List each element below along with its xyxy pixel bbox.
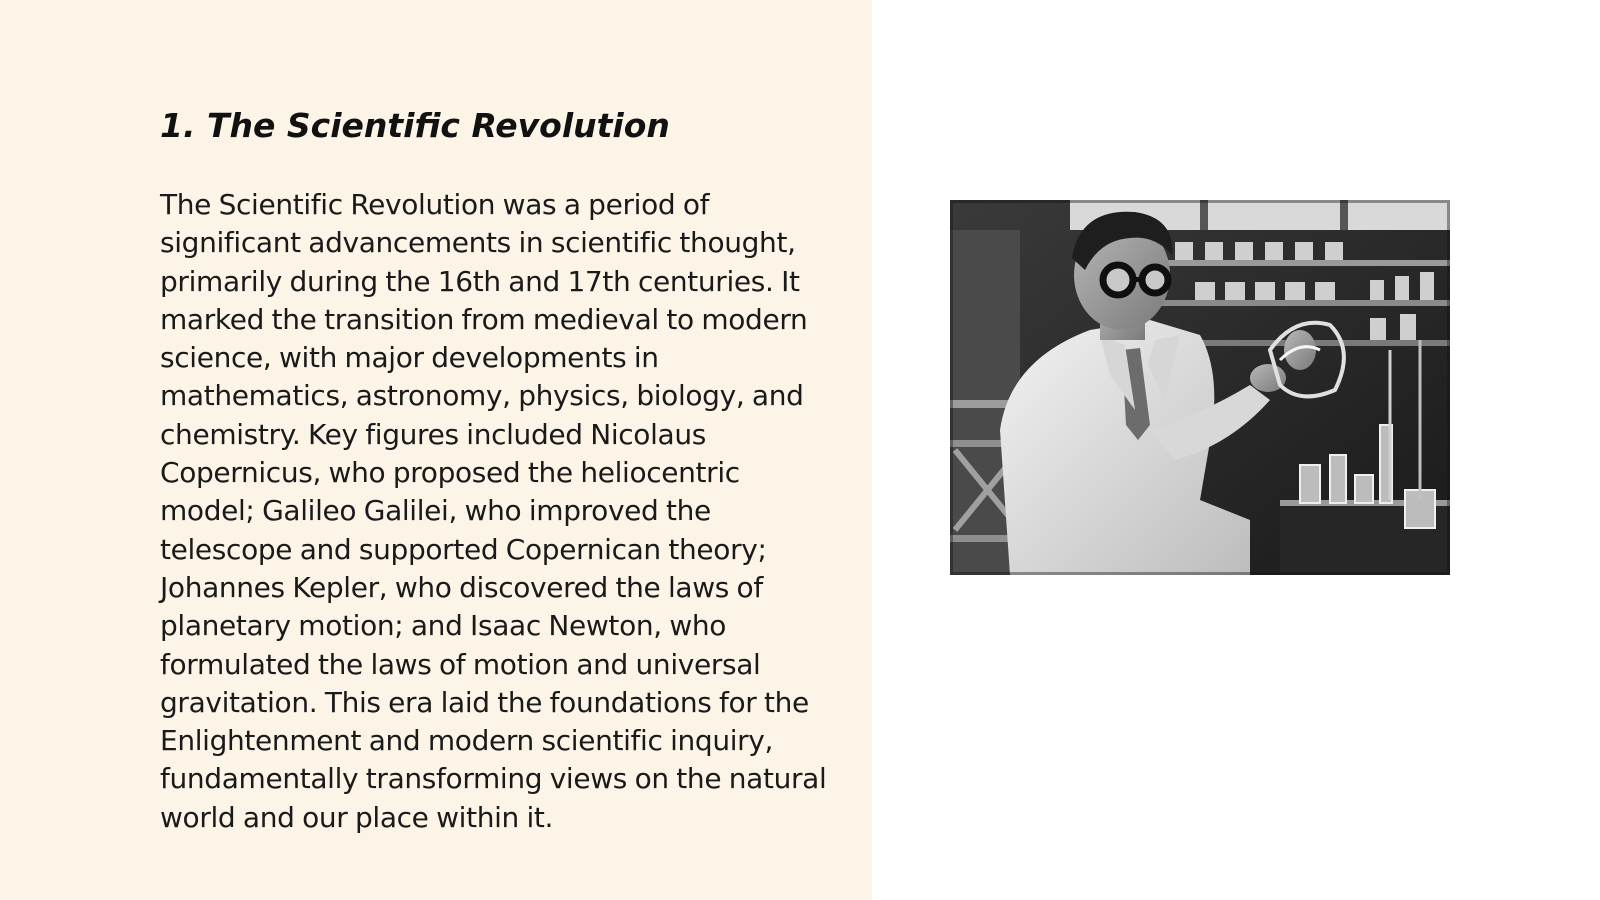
slide-heading: 1. The Scientific Revolution	[160, 106, 670, 145]
scientist-photo	[950, 200, 1450, 575]
scientist-photo-illustration	[950, 200, 1450, 575]
slide-body-text: The Scientific Revolution was a period of significant advancements in scientific thought, primarily during the 16th and 17th centuries. It marked the transition from medieval to modern science, with major developments in mathematics, astronomy, physics, biology, and chemistry. Key figures included Nicolaus Copernicus, who proposed the heliocentric model; Galileo Galilei, who improved the telescope and supported Copernican theory; Johannes Kepler, who discovered the laws of planetary motion; and Isaac Newton, who formulated the laws of motion and universal gravitation. This era laid the foundations for the Enlightenment and modern scientific inquiry, fundamentally transforming views on the natural world and our place within it.	[160, 188, 827, 834]
